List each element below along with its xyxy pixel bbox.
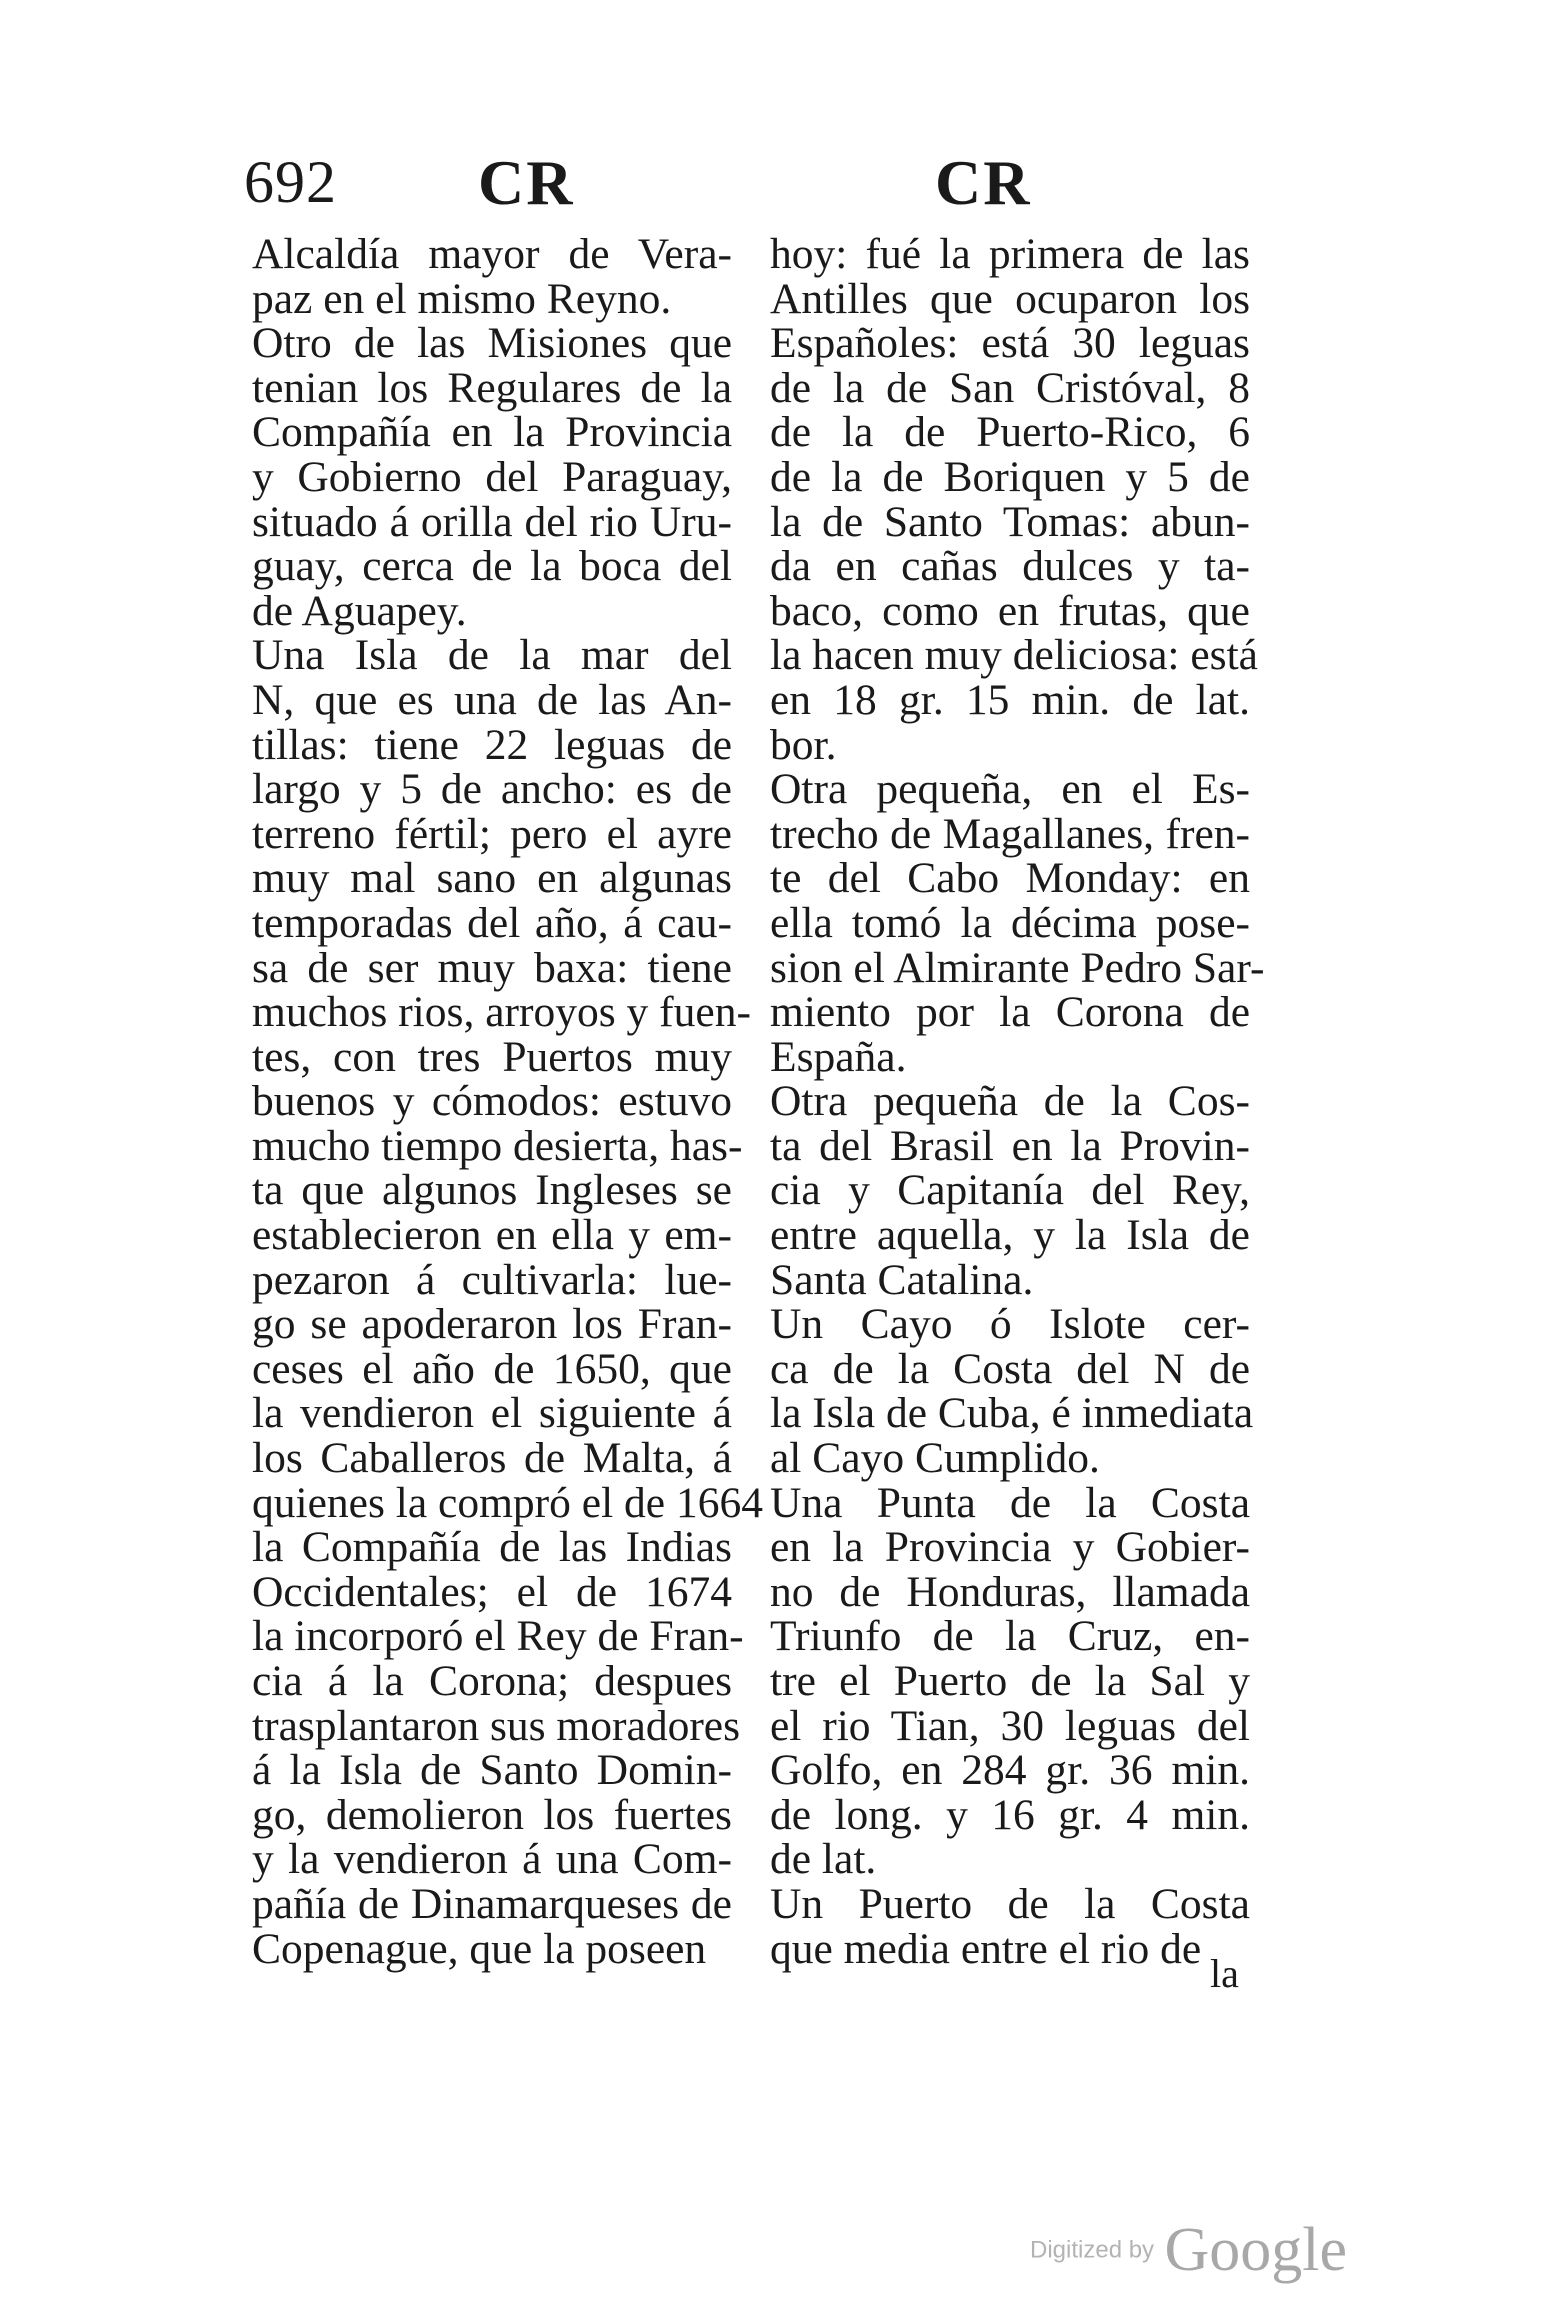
text-line: la de Santo Tomas: abun- xyxy=(770,497,1250,546)
text-line: la hacen muy deliciosa: está xyxy=(770,631,1258,680)
right-column xyxy=(770,230,1265,1973)
text-line: ta que algunos Ingleses se xyxy=(252,1166,732,1215)
running-head-left: CR xyxy=(478,147,575,218)
text-line: Santa Catalina. xyxy=(770,1255,1034,1304)
text-line: entre aquella, y la Isla de xyxy=(770,1211,1250,1260)
text-line: pezaron á cultivarla: lue- xyxy=(252,1255,732,1304)
text-line: te del Cabo Monday: en xyxy=(770,854,1250,903)
text-line: largo y 5 de ancho: es de xyxy=(252,765,732,814)
catchword: la xyxy=(1210,1951,1239,1996)
text-line: Un Puerto de la Costa xyxy=(770,1879,1250,1928)
text-line: Antilles que ocuparon los xyxy=(770,274,1250,323)
digitized-by-google-watermark xyxy=(1030,2215,1347,2286)
text-line: en la Provincia y Gobier- xyxy=(770,1523,1250,1572)
text-line: N, que es una de las An- xyxy=(252,675,732,724)
text-line: Otra pequeña, en el Es- xyxy=(770,765,1250,814)
text-line: pañía de Dinamarqueses de xyxy=(252,1879,732,1928)
text-line: cia y Capitanía del Rey, xyxy=(770,1166,1250,1215)
text-line: el rio Tian, 30 leguas del xyxy=(770,1701,1250,1750)
text-line: la vendieron el siguiente á xyxy=(252,1389,732,1438)
text-line: tes, con tres Puertos muy xyxy=(252,1032,732,1081)
text-line: de la de Boriquen y 5 de xyxy=(770,452,1250,501)
text-line: go se apoderaron los Fran- xyxy=(252,1300,732,1349)
text-line: ta del Brasil en la Provin- xyxy=(770,1121,1250,1170)
text-line: de long. y 16 gr. 4 min. xyxy=(770,1790,1250,1839)
text-line: buenos y cómodos: estuvo xyxy=(252,1077,732,1126)
text-line: ceses el año de 1650, que xyxy=(252,1344,732,1393)
text-line: Otro de las Misiones que xyxy=(252,319,732,368)
text-line: ella tomó la décima pose- xyxy=(770,898,1250,947)
text-line: Un Cayo ó Islote cer- xyxy=(770,1300,1250,1349)
digitized-label: Digitized by xyxy=(1030,2236,1155,2264)
text-line: hoy: fué la primera de las xyxy=(770,230,1250,278)
text-line: que media entre el rio de xyxy=(770,1924,1202,1973)
text-line: la Isla de Cuba, é inmediata xyxy=(770,1389,1254,1438)
text-line: y la vendieron á una Com- xyxy=(252,1835,732,1884)
text-line: tre el Puerto de la Sal y xyxy=(770,1657,1250,1705)
text-line: bor. xyxy=(770,720,837,769)
text-line: Otra pequeña de la Cos- xyxy=(770,1077,1250,1126)
text-line: go, demolieron los fuertes xyxy=(252,1790,732,1839)
text-line: Una Punta de la Costa xyxy=(770,1478,1250,1527)
text-line: sion el Almirante Pedro Sar- xyxy=(770,943,1265,992)
text-line: de la de Puerto-Rico, 6 xyxy=(770,408,1250,457)
text-line: y Gobierno del Paraguay, xyxy=(252,452,732,501)
text-line: Copenague, que la poseen xyxy=(252,1924,707,1973)
text-line: guay, cerca de la boca del xyxy=(252,542,732,591)
running-head-right: CR xyxy=(935,147,1032,218)
text-line: Una Isla de la mar del xyxy=(252,631,732,680)
text-line: de la de San Cristóval, 8 xyxy=(770,363,1250,412)
text-line: trecho de Magallanes, fren- xyxy=(770,809,1250,858)
text-line: Golfo, en 284 gr. 36 min. xyxy=(770,1746,1250,1795)
text-line: tillas: tiene 22 leguas de xyxy=(252,720,732,769)
text-line: terreno fértil; pero el ayre xyxy=(252,809,732,858)
page-number: 692 xyxy=(244,149,337,215)
text-line: cia á la Corona; despues xyxy=(252,1657,732,1705)
text-line: muchos rios, arroyos y fuen- xyxy=(252,988,751,1037)
text-line: los Caballeros de Malta, á xyxy=(252,1434,732,1483)
text-line: Triunfo de la Cruz, en- xyxy=(770,1612,1250,1661)
text-line: temporadas del año, á cau- xyxy=(252,898,732,947)
text-line: miento por la Corona de xyxy=(770,988,1250,1037)
text-line: de lat. xyxy=(770,1835,877,1884)
text-line: Alcaldía mayor de Vera- xyxy=(252,230,732,278)
text-line: la Compañía de las Indias xyxy=(252,1523,732,1572)
google-logo: Google xyxy=(1164,2216,1348,2284)
text-line: tenian los Regulares de la xyxy=(252,363,732,412)
text-line: quienes la compró el de 1664 xyxy=(252,1478,763,1527)
text-line: trasplantaron sus moradores xyxy=(252,1701,741,1750)
text-line: Compañía en la Provincia xyxy=(252,408,732,457)
text-line: la incorporó el Rey de Fran- xyxy=(252,1612,744,1661)
text-line: establecieron en ella y em- xyxy=(252,1211,732,1260)
text-line: paz en el mismo Reyno. xyxy=(252,274,672,323)
text-line: de Aguapey. xyxy=(252,586,467,635)
text-line: muy mal sano en algunas xyxy=(252,854,732,903)
text-line: mucho tiempo desierta, has- xyxy=(252,1121,743,1170)
text-line: Occidentales; el de 1674 xyxy=(252,1567,732,1616)
text-line: en 18 gr. 15 min. de lat. xyxy=(770,675,1250,724)
text-line: situado á orilla del rio Uru- xyxy=(252,497,732,546)
text-line: da en cañas dulces y ta- xyxy=(770,542,1250,591)
text-line: Españoles: está 30 leguas xyxy=(770,319,1250,368)
text-line: á la Isla de Santo Domin- xyxy=(252,1746,732,1795)
text-line: España. xyxy=(770,1032,907,1081)
text-line: ca de la Costa del N de xyxy=(770,1344,1250,1393)
text-line: al Cayo Cumplido. xyxy=(770,1434,1100,1483)
left-column xyxy=(252,230,763,1973)
text-line: baco, como en frutas, que xyxy=(770,586,1250,635)
text-line: sa de ser muy baxa: tiene xyxy=(252,943,732,992)
text-line: no de Honduras, llamada xyxy=(770,1567,1250,1616)
